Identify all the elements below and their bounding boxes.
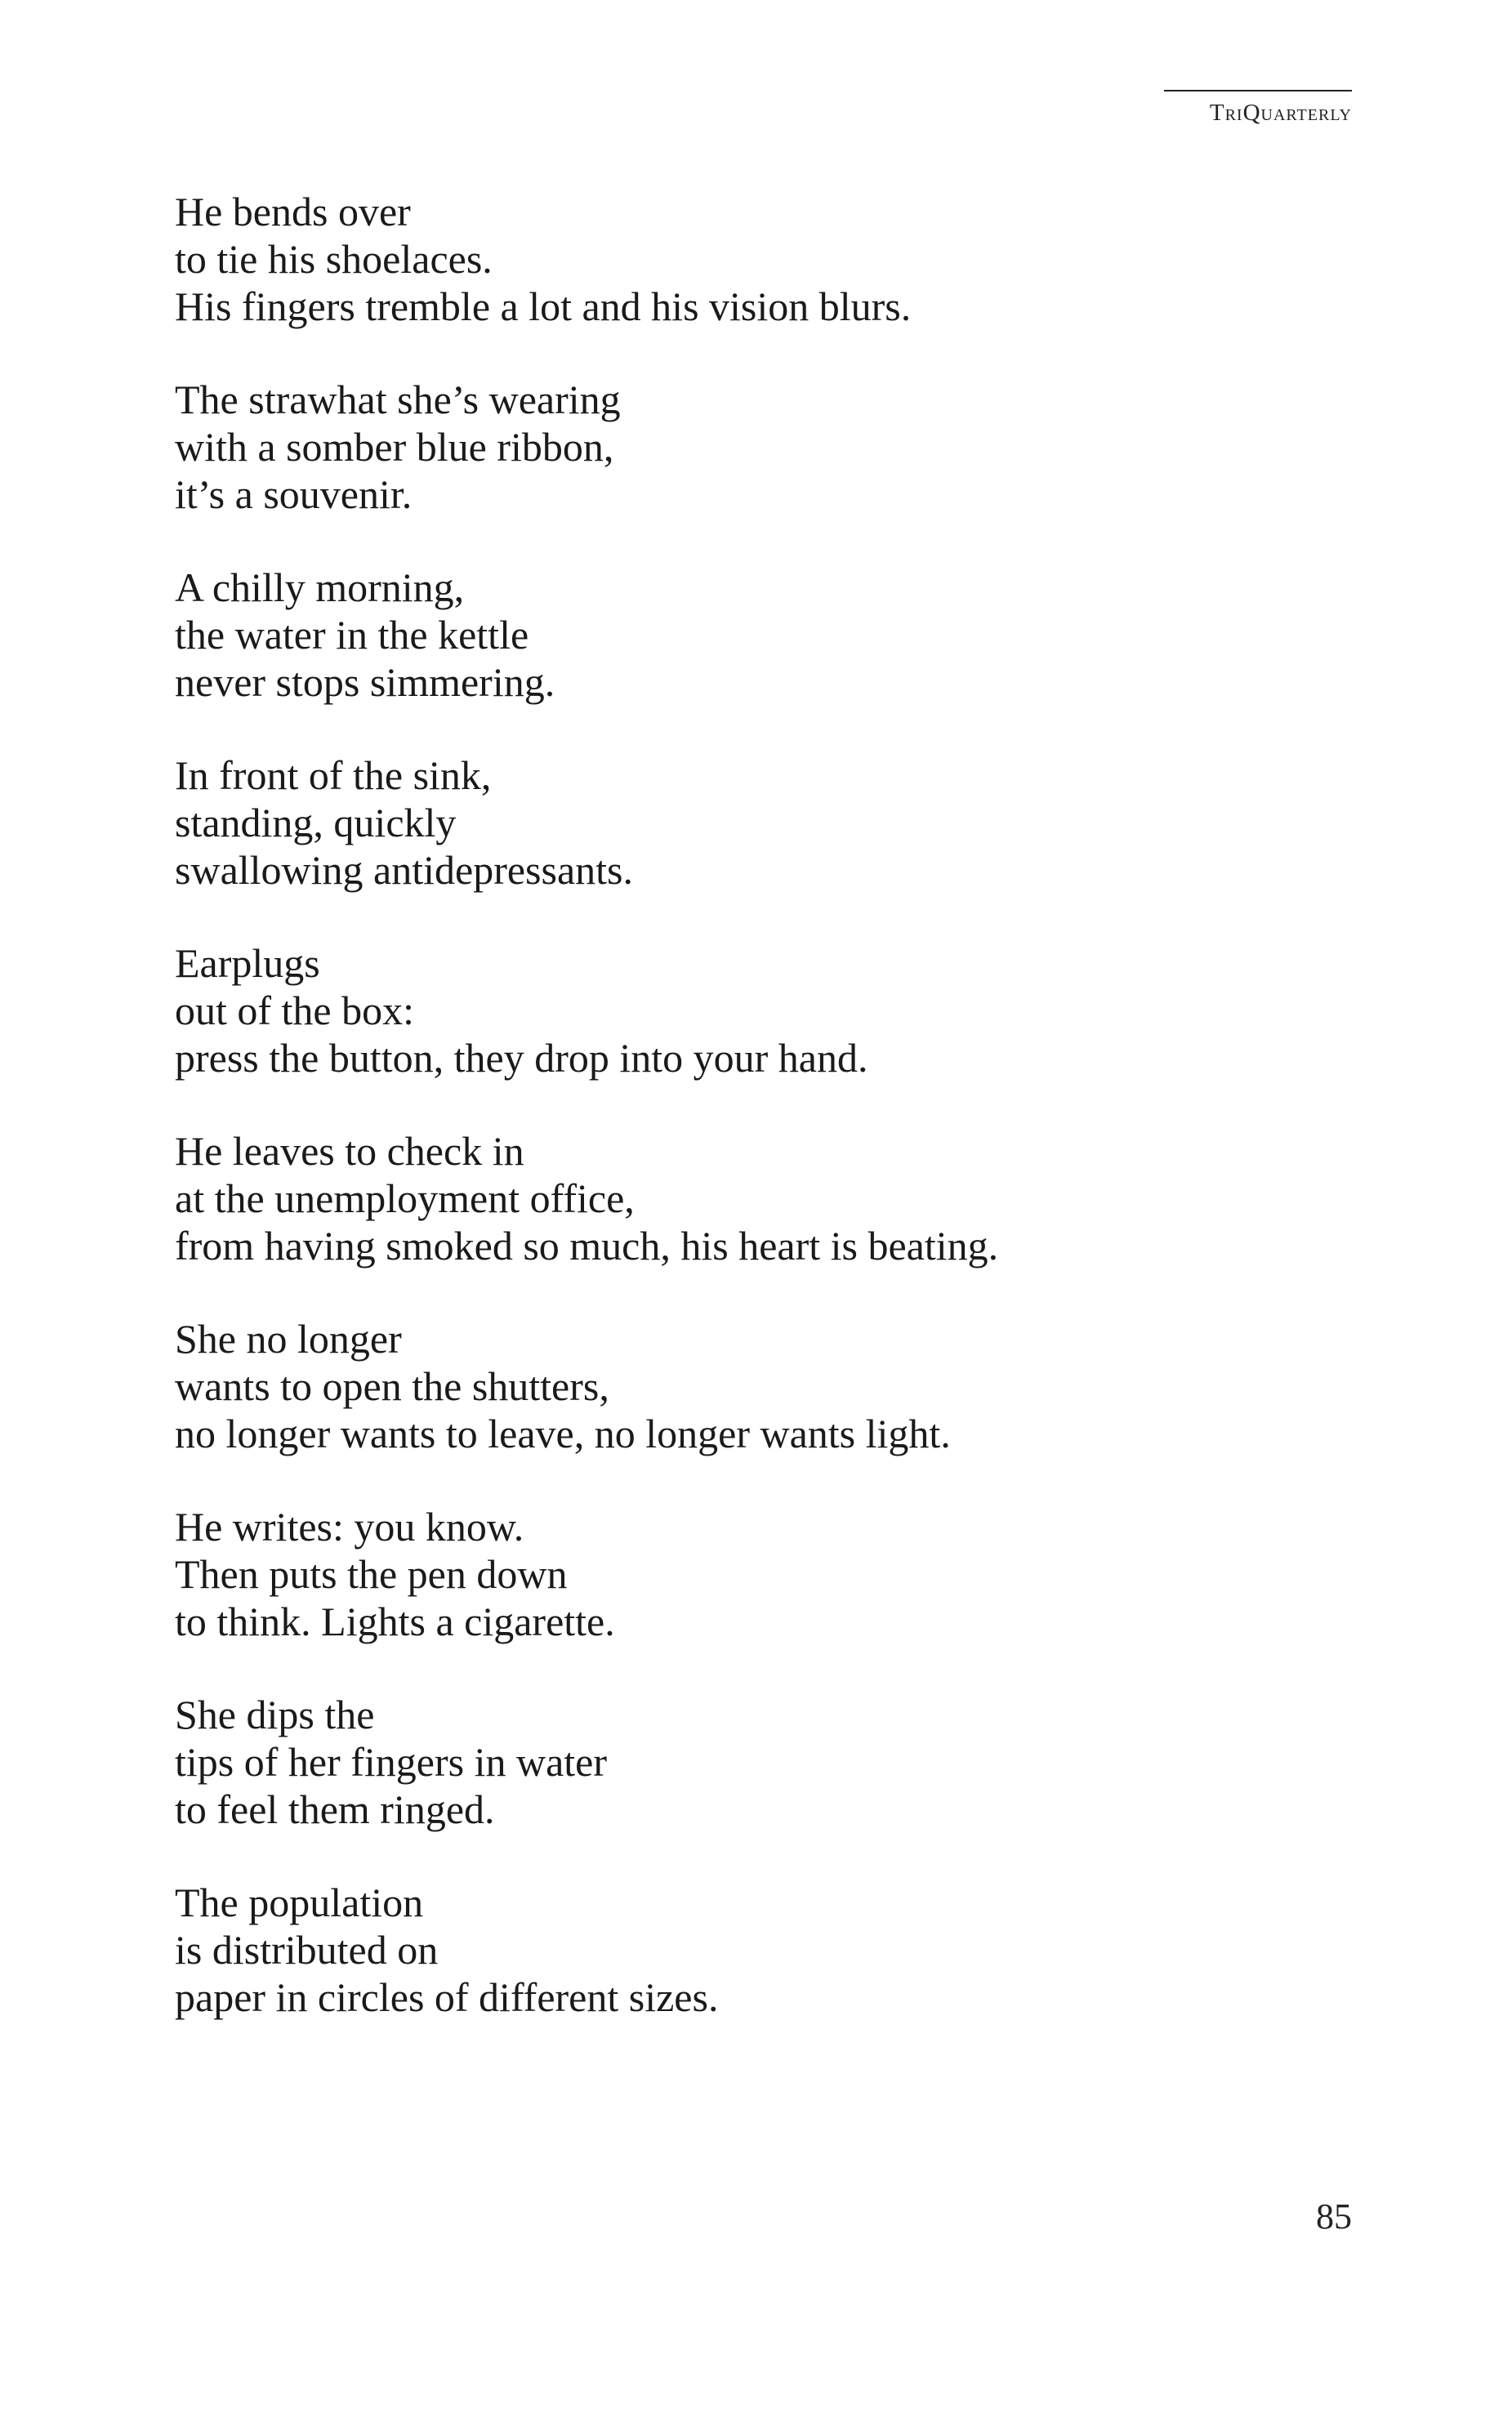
poem-line: paper in circles of different sizes. — [175, 1974, 719, 2020]
stanza — [175, 188, 1359, 330]
poem-line: the water in the kettle — [175, 612, 529, 658]
poem-line: He leaves to check in — [175, 1128, 524, 1174]
stanza — [175, 1127, 1359, 1269]
poem-line: to tie his shoelaces. — [175, 236, 493, 282]
stanza — [175, 751, 1359, 894]
poem-line: wants to open the shutters, — [175, 1363, 609, 1409]
stanza — [175, 564, 1359, 706]
stanza — [175, 939, 1359, 1081]
poem-body — [175, 188, 1359, 2067]
page-number: 85 — [1316, 2196, 1352, 2236]
poem-line: She dips the — [175, 1692, 375, 1737]
poem-line: tips of her fingers in water — [175, 1739, 608, 1785]
stanza — [175, 376, 1359, 518]
stanza — [175, 1879, 1359, 2021]
poem-line: The population — [175, 1880, 424, 1925]
poem-line: Earplugs — [175, 940, 320, 986]
journal-title: TriQuarterly — [1209, 100, 1352, 126]
header-rule — [1164, 90, 1352, 91]
poem-line: it’s a souvenir. — [175, 471, 413, 517]
poem-line: never stops simmering. — [175, 659, 555, 705]
poem-line: is distributed on — [175, 1927, 439, 1973]
poem-line: from having smoked so much, his heart is beating. — [175, 1223, 999, 1269]
poem-line: She no longer — [175, 1316, 402, 1362]
poem-line: The strawhat she’s wearing — [175, 377, 621, 422]
poem-line: In front of the sink, — [175, 752, 492, 798]
poem-line: out of the box: — [175, 988, 415, 1033]
poem-line: at the unemployment office, — [175, 1175, 635, 1221]
poem-line: A chilly morning, — [175, 564, 465, 610]
poem-line: He bends over — [175, 189, 411, 234]
poem-line: standing, quickly — [175, 800, 457, 845]
stanza — [175, 1315, 1359, 1457]
poem-line: swallowing antidepressants. — [175, 847, 634, 893]
poem-line: press the button, they drop into your hand. — [175, 1035, 868, 1081]
stanza — [175, 1691, 1359, 1833]
poem-line: Then puts the pen down — [175, 1551, 568, 1597]
poem-line: He writes: you know. — [175, 1504, 524, 1550]
running-head — [1164, 90, 1352, 127]
stanza — [175, 1503, 1359, 1645]
poem-line: to think. Lights a cigarette. — [175, 1599, 615, 1644]
poem-line: His fingers tremble a lot and his vision blurs. — [175, 283, 912, 329]
poem-line: no longer wants to leave, no longer wants light. — [175, 1411, 951, 1456]
poem-line: to feel them ringed. — [175, 1786, 495, 1832]
poem-line: with a somber blue ribbon, — [175, 424, 614, 470]
